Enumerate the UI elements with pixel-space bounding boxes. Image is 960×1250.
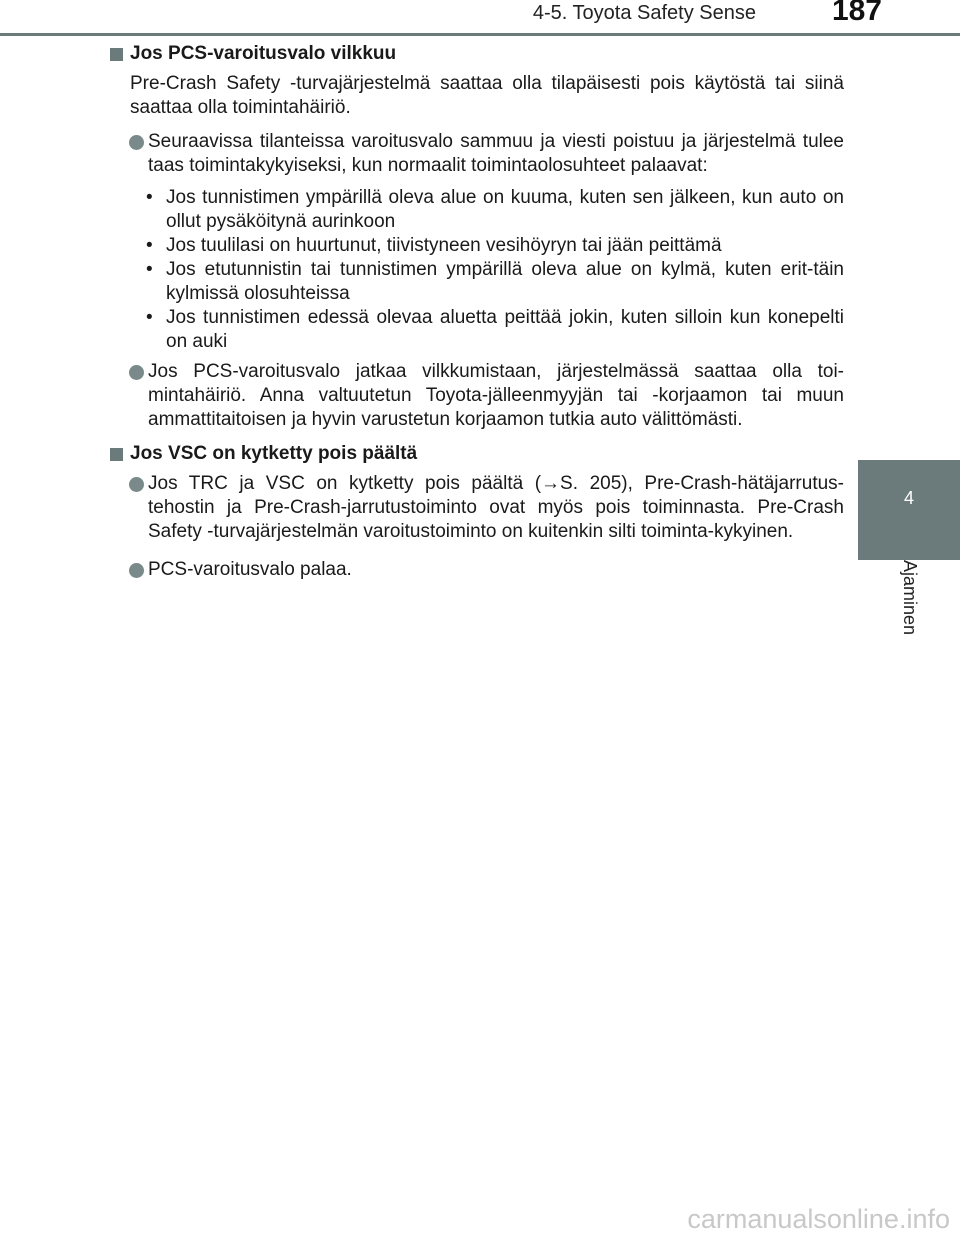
- intro-paragraph: Pre-Crash Safety -turvajärjestelmä saattaa olla tilapäisesti pois käytöstä tai siinä saattaa olla toimintahäiriö.: [130, 73, 844, 118]
- bullet-text: Seuraavissa tilanteissa varoitusvalo sammuu ja viesti poistuu ja järjestelmä tulee taas toimintakykyiseksi, kun normaalit toimintaolosuhteet palaavat:: [148, 131, 844, 176]
- watermark: carmanualsonline.info: [687, 1204, 950, 1234]
- dot-bullet-icon: •: [146, 187, 153, 208]
- list-item-text: Jos tunnistimen ympärillä oleva alue on kuuma, kuten sen jälkeen, kun auto on ollut pysäköitynä aurinkoon: [166, 187, 844, 232]
- bullet-item: [108, 130, 844, 178]
- condition-list: [108, 186, 844, 354]
- bullet-item: [108, 472, 844, 544]
- section-heading-text: Jos PCS-varoitusvalo vilkkuu: [130, 43, 397, 64]
- list-item: [108, 258, 844, 306]
- round-bullet-icon: [129, 135, 144, 150]
- dot-bullet-icon: •: [146, 259, 153, 280]
- list-item: [108, 306, 844, 354]
- chapter-label-text: Ajaminen: [900, 560, 920, 636]
- list-item: [108, 234, 844, 258]
- round-bullet-icon: [129, 365, 144, 380]
- list-item-text: Jos tuulilasi on huurtunut, tiivistyneen vesihöyryn tai jään peittämä: [166, 235, 722, 256]
- list-item-text: Jos etutunnistin tai tunnistimen ympärillä oleva alue on kylmä, kuten erit-täin kylmissä olosuhteissa: [166, 259, 844, 304]
- header-rule: [0, 33, 960, 36]
- bullet-text: Jos TRC ja VSC on kytketty pois päältä (→S. 205), Pre-Crash-hätäjarrutus-tehostin ja Pre-Crash-jarrutustoiminto ovat myös pois toiminnasta. Pre-Crash Safety -turvajärjestelmän varoitustoiminto on kuitenkin silti toiminta-kykyinen.: [148, 473, 844, 542]
- list-item-text: Jos tunnistimen edessä olevaa aluetta peittää jokin, kuten silloin kun konepelti on auki: [166, 307, 844, 352]
- round-bullet-icon: [129, 563, 144, 578]
- round-bullet-icon: [129, 477, 144, 492]
- chapter-label: [878, 560, 938, 660]
- section-heading-vsc-off: [108, 442, 844, 466]
- list-item: [108, 186, 844, 234]
- dot-bullet-icon: •: [146, 307, 153, 328]
- running-header-section: 4-5. Toyota Safety Sense: [532, 2, 756, 24]
- chapter-number: 4: [903, 488, 914, 508]
- dot-bullet-icon: •: [146, 235, 153, 256]
- section-heading-text: Jos VSC on kytketty pois päältä: [130, 443, 418, 464]
- square-bullet-icon: [110, 48, 123, 61]
- bullet-item: [108, 360, 844, 432]
- section-heading-pcs-flashing: [108, 42, 844, 66]
- bullet-item: [108, 558, 844, 582]
- chapter-tab: [858, 460, 960, 560]
- square-bullet-icon: [110, 448, 123, 461]
- bullet-text: Jos PCS-varoitusvalo jatkaa vilkkumistaan, järjestelmässä saattaa olla toi-mintahäiriö. Anna valtuutetun Toyota-jälleenmyyjän tai -korjaamon tai muun ammattitaitoisen ja hyvin varustetun korjaamon tutkia auto välittömästi.: [148, 361, 844, 430]
- page-number: 187: [831, 0, 882, 27]
- bullet-text: PCS-varoitusvalo palaa.: [148, 559, 352, 580]
- page-content: [108, 42, 844, 590]
